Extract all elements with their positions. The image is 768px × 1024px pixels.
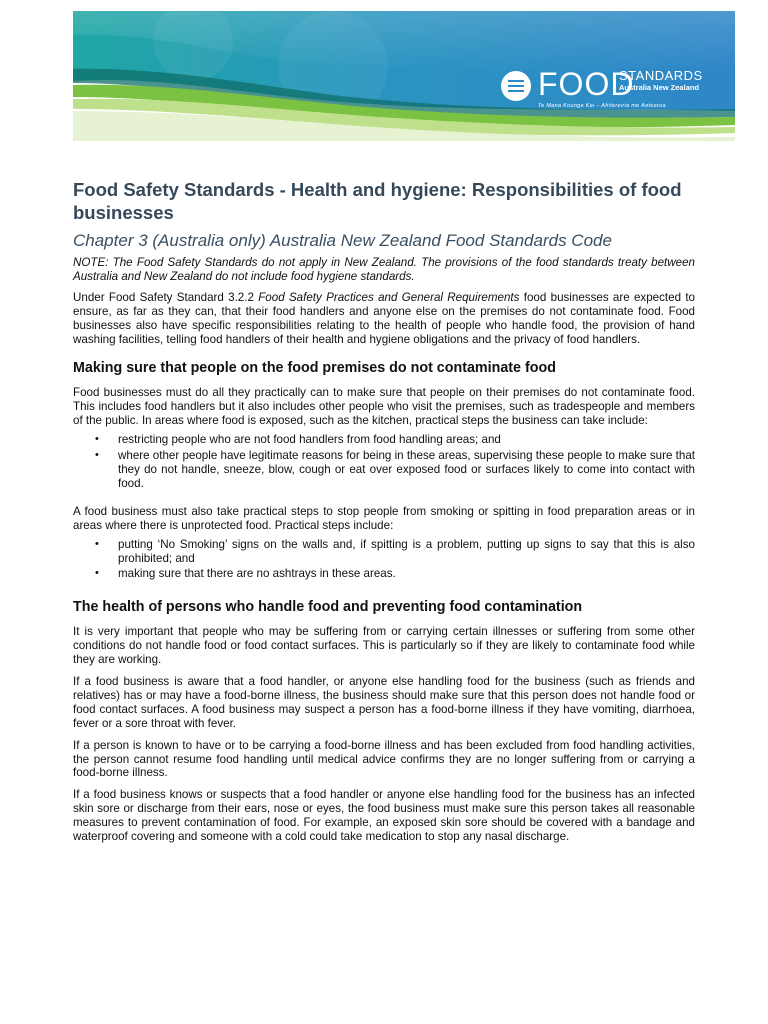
list-item-text: making sure that there are no ashtrays in these areas. — [118, 567, 396, 581]
logo-food-text: FOOD — [538, 66, 635, 102]
document-content — [73, 178, 695, 844]
section1-paragraph-2: A food business must also take practical steps to stop people from smoking or spitting in food preparation areas or in areas where there is unprotected food. Practical steps include: — [73, 504, 695, 532]
bullet-icon: • — [95, 567, 99, 580]
list-item — [73, 538, 695, 566]
page-title: Food Safety Standards - Health and hygiene: Responsibilities of food businesses — [73, 179, 682, 223]
bullet-icon: • — [95, 433, 99, 446]
bullet-icon: • — [95, 449, 99, 462]
logo-subtitle: Australia New Zealand — [619, 83, 700, 92]
list-item-text: putting ‘No Smoking’ signs on the walls and, if spitting is a problem, putting up signs to say that this is also prohibited; and — [118, 537, 695, 565]
list-item — [73, 449, 695, 491]
section2-paragraph-1: It is very important that people who may be suffering from or carrying certain illnesses or suffering from some other conditions do not handle food or food contact surfaces. This is particularly so if they are likely to contaminate food while they are working. — [73, 625, 695, 667]
section2-paragraph-2: If a food business is aware that a food handler, or anyone else handling food for the business (such as friends and relatives) has or may have a food-borne illness, the business should make sure that this person does not handle food or food contact surfaces. A food business may suspect a person has a food-borne illness if they have vomiting, diarrhoea, fever or a sore throat with fever. — [73, 675, 695, 730]
section1-bullet-list-2 — [73, 538, 695, 582]
header-banner — [73, 11, 735, 141]
food-standards-logo — [501, 67, 721, 117]
chapter-subtitle: Chapter 3 (Australia only) Australia New Zealand Food Standards Code — [73, 231, 612, 250]
intro-text-start: Under Food Safety Standard 3.2.2 — [73, 290, 259, 304]
note-paragraph: NOTE: The Food Safety Standards do not apply in New Zealand. The provisions of the food standards treaty between Australia and New Zealand do not include food hygiene standards. — [73, 256, 695, 283]
logo-maori-text: Te Mana Kounga Kai – Ahitereiria me Aotearoa — [538, 103, 666, 109]
intro-text-end: food businesses are expected to ensure, as far as they can, that their food handlers and anyone else on the premises do not contaminate food. Food businesses also have specific responsibilities relating to the health of people who handle food, the provision of hand washing facilities, telling food handlers of their health and hygiene obligations and the privacy of food handlers. — [73, 290, 695, 346]
list-item — [73, 433, 695, 447]
list-item — [73, 567, 695, 581]
bullet-icon: • — [95, 537, 99, 550]
list-item-text: where other people have legitimate reasons for being in these areas, supervising these people to make sure that they do not handle, sneeze, blow, cough or eat over exposed food or surfaces likely to come into contact with food. — [118, 449, 695, 490]
logo-mark-icon — [501, 71, 531, 101]
section-heading-health: The health of persons who handle food and preventing food contamination — [73, 599, 583, 616]
list-item-text: restricting people who are not food handlers from food handling areas; and — [118, 433, 501, 447]
section1-paragraph-1: Food businesses must do all they practically can to make sure that people on their premises do not contaminate food. This includes food handlers but it also includes other people who visit the premises, such as tradespeople and members of the public. In areas where food is exposed, such as the kitchen, practical steps the business can take include: — [73, 386, 695, 428]
section1-bullet-list-1 — [73, 433, 695, 491]
intro-standard-name: Food Safety Practices and General Requirements — [258, 290, 520, 304]
section-heading-premises: Making sure that people on the food premises do not contaminate food — [73, 360, 556, 377]
section2-paragraph-4: If a food business knows or suspects that a food handler or anyone else handling food for the business has an infected skin sore or discharge from their ears, nose or eyes, the food business must make sure this person takes all reasonable measures to prevent contamination of food. For example, an exposed skin sore should be covered with a bandage and waterproof covering and someone with a cold could take medication to stop any nasal discharge. — [73, 788, 695, 844]
logo-standards-text: STANDARDS — [619, 68, 703, 83]
section2-paragraph-3: If a person is known to have or to be carrying a food-borne illness and has been excluded from food handling activities, the person cannot resume food handling until medical advice confirms they are no longer suffering from or carrying a food-borne illness. — [73, 738, 695, 780]
intro-paragraph — [73, 291, 695, 347]
